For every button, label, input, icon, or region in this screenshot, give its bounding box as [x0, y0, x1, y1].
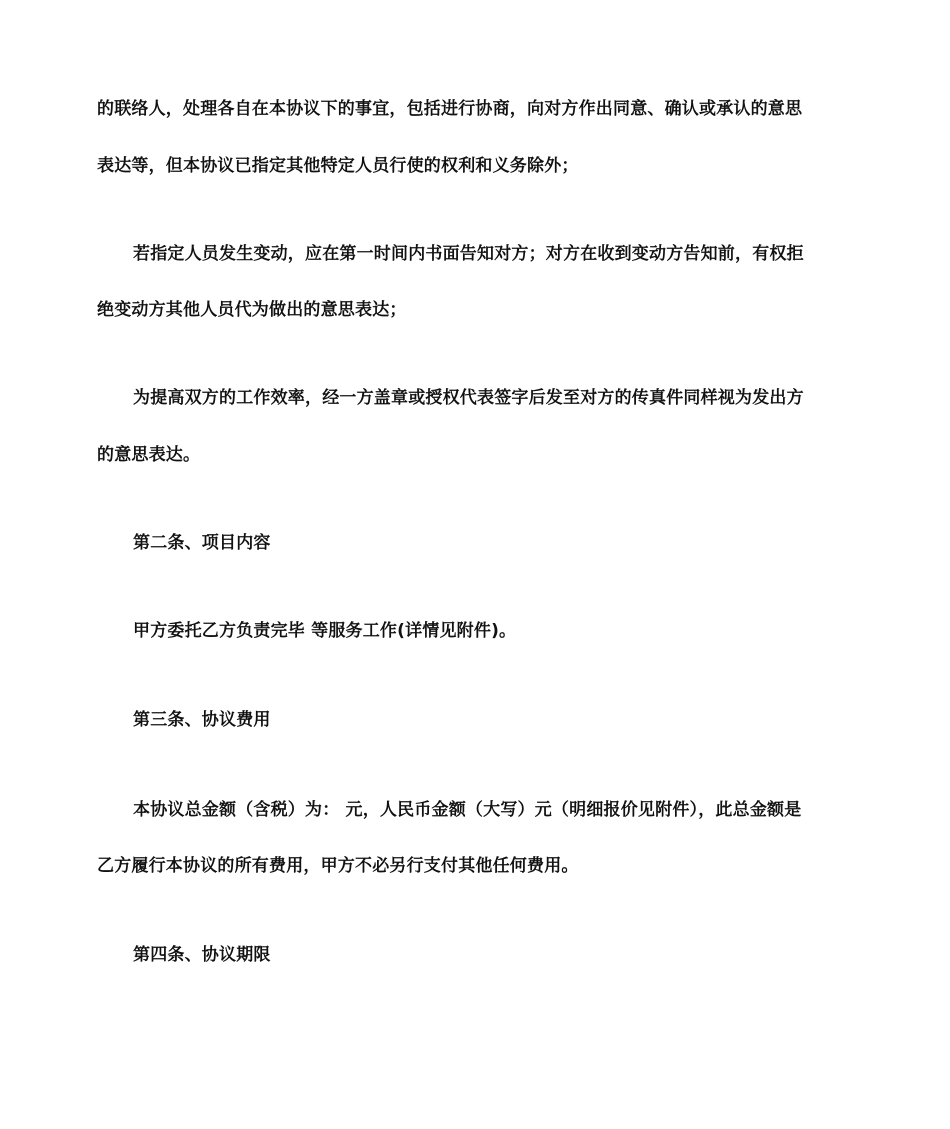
article-3-content-line-1: 本协议总金额（含税）为： 元，人民币金额（大写）元（明细报价见附件），此总金额是: [133, 800, 802, 820]
article-3-content-line-2: 乙方履行本协议的所有费用，甲方不必另行支付其他任何费用。: [97, 856, 579, 876]
article-2-heading: 第二条、项目内容: [133, 533, 271, 553]
article-2-content: 甲方委托乙方负责完毕 等服务工作(详情见附件)。: [133, 621, 517, 641]
paragraph-contact-line-1: 的联络人，处理各自在本协议下的事宜，包括进行协商，向对方作出同意、确认或承认的意思: [97, 99, 803, 119]
paragraph-personnel-change-line-2: 绝变动方其他人员代为做出的意思表达；: [97, 300, 407, 320]
article-3-heading: 第三条、协议费用: [133, 710, 271, 730]
paragraph-personnel-change-line-1: 若指定人员发生变动，应在第一时间内书面告知对方；对方在收到变动方告知前，有权拒: [133, 244, 804, 264]
paragraph-fax-line-1: 为提高双方的工作效率，经一方盖章或授权代表签字后发至对方的传真件同样视为发出方: [133, 388, 804, 408]
article-4-heading: 第四条、协议期限: [133, 945, 271, 965]
paragraph-fax-line-2: 的意思表达。: [97, 445, 201, 465]
paragraph-contact-line-2: 表达等，但本协议已指定其他特定人员行使的权利和义务除外；: [97, 156, 579, 176]
